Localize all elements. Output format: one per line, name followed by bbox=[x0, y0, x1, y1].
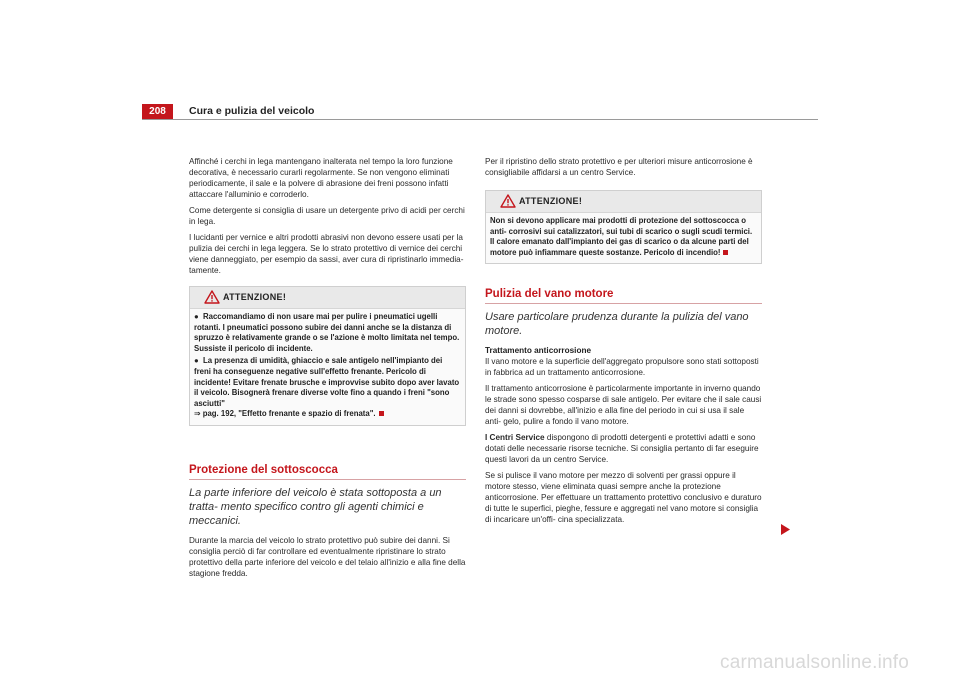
watermark: carmanualsonline.info bbox=[720, 652, 910, 673]
section-title: Protezione del sottoscocca bbox=[189, 464, 466, 480]
paragraph: Durante la marcia del veicolo lo strato protettivo può subire dei danni. Si consiglia perciò di far controllare ed eventualmente ripristinare lo strato protettivo della parte inferiore del veicolo e del telaio all'inizio e alla fine della stagione fredda. bbox=[189, 535, 466, 578]
warning-triangle-icon bbox=[500, 194, 516, 208]
warning-box bbox=[485, 190, 762, 264]
warning-bullet: ● Raccomandiamo di non usare mai per pulire i pneumatici ugelli rotanti. I pneumatici possono subire dei danni anche se la distanza di spruzzo è relativamente grande o se l'azione è molto limitata nel tempo. Sussiste il pericolo di incidente. bbox=[194, 312, 460, 353]
page-reference-link[interactable]: ⇒ pag. 192, "Effetto frenante e spazio di frenata". bbox=[194, 409, 376, 419]
paragraph: I lucidanti per vernice e altri prodotti abrasivi non devono essere usati per la pulizia dei cerchi in lega leggera. Se lo strato protettivo di vernice dei cerchi viene danneggiato, per esempio da sassi, aver cura di ripristinarlo immedia- tamente. bbox=[189, 233, 464, 275]
warning-text: Non si devono applicare mai prodotti di protezione del sottoscocca o anti- corrosivi sui catalizzatori, sui tubi di scarico o sugli scudi termici. Il calore emanato dall'impianto dei gas di scarico o da alcune parti del motore può infiammare queste sostanze. Pericolo di incendio! bbox=[490, 216, 753, 257]
warning-title: ATTENZIONE! bbox=[519, 196, 583, 206]
continue-arrow-icon bbox=[781, 524, 790, 535]
paragraph: Il trattamento anticorrosione è particolarmente importante in inverno quando le strade sono spesso cosparse di sale antigelo. Per evitare che il sale causi dei danni si dovrebbe, all'inizio e alla fine del periodo in cui si usa il sale anti- gelo, pulire a fondo il vano motore. bbox=[485, 384, 762, 427]
warning-title: ATTENZIONE! bbox=[223, 292, 287, 302]
right-column bbox=[485, 156, 762, 530]
warning-header bbox=[190, 287, 465, 309]
bullet-icon: ● bbox=[194, 312, 199, 321]
warning-header bbox=[486, 191, 761, 213]
section-subtitle: La parte inferiore del veicolo è stata sottoposta a un tratta- mento specifico contro gli agenti chimici e meccanici. bbox=[189, 486, 442, 527]
header-rule bbox=[142, 119, 818, 120]
paragraph: Come detergente si consiglia di usare un detergente privo di acidi per cerchi in lega. bbox=[189, 206, 465, 226]
paragraph: Per il ripristino dello strato protettivo e per ulteriori misure anticorrosione è consigliabile affidarsi a un centro Service. bbox=[485, 157, 753, 177]
paragraph: Se si pulisce il vano motore per mezzo di solventi per grassi oppure il motore stesso, viene eliminata quasi sempre anche la protezione anticorrosione. Per effettuare un trattamento protettivo conclusivo e duraturo di tutte le superfici, pieghe, fessure e aggregati nel vano motore si consiglia di incaricare un'offi- cina specializzata. bbox=[485, 471, 762, 525]
left-column bbox=[189, 156, 466, 584]
section-subtitle: Usare particolare prudenza durante la pulizia del vano motore. bbox=[485, 311, 749, 338]
subsection-heading: Trattamento anticorrosione bbox=[485, 346, 592, 356]
paragraph: Affinché i cerchi in lega mantengano inalterata nel tempo la loro funzione decorativa, è necessario curarli regolarmente. Se non vengono eliminati periodicamente, il sale e la polvere di abrasione dei freni possono infatti attaccare l'alluminio e corroderlo. bbox=[189, 157, 453, 199]
bold-lead: I Centri Service bbox=[485, 433, 545, 443]
page-number: 208 bbox=[142, 104, 173, 119]
warning-bullet: ● La presenza di umidità, ghiaccio e sale antigelo nell'impianto dei freni ha conseguenze negative sull'effetto frenante. Pericolo di incidente! Evitare frenate brusche e improvvise subito dopo aver lavato il veicolo. Bisognerà frenare diverse volte fino a quando i freni "sono asciutti" ⇒ pag. 192, "Effetto frenante e spazio di frenata". bbox=[194, 356, 460, 419]
chapter-title: Cura e pulizia del veicolo bbox=[189, 105, 315, 117]
paragraph: I Centri Service dispongono di prodotti detergenti e protettivi adatti e sono dotati delle necessarie risorse tecniche. Si consiglia pertanto di far eseguire questi lavori da un centro Service. bbox=[485, 433, 759, 465]
warning-triangle-icon bbox=[204, 290, 220, 304]
bullet-icon: ● bbox=[194, 356, 199, 366]
warning-box bbox=[189, 286, 466, 426]
section-title: Pulizia del vano motore bbox=[485, 288, 762, 304]
end-mark-icon bbox=[379, 411, 384, 416]
end-mark-icon bbox=[723, 250, 728, 255]
paragraph: Il vano motore e la superficie dell'aggregato propulsore sono stati sottoposti in fabbrica ad un trattamento anticorrosione. bbox=[485, 357, 759, 378]
